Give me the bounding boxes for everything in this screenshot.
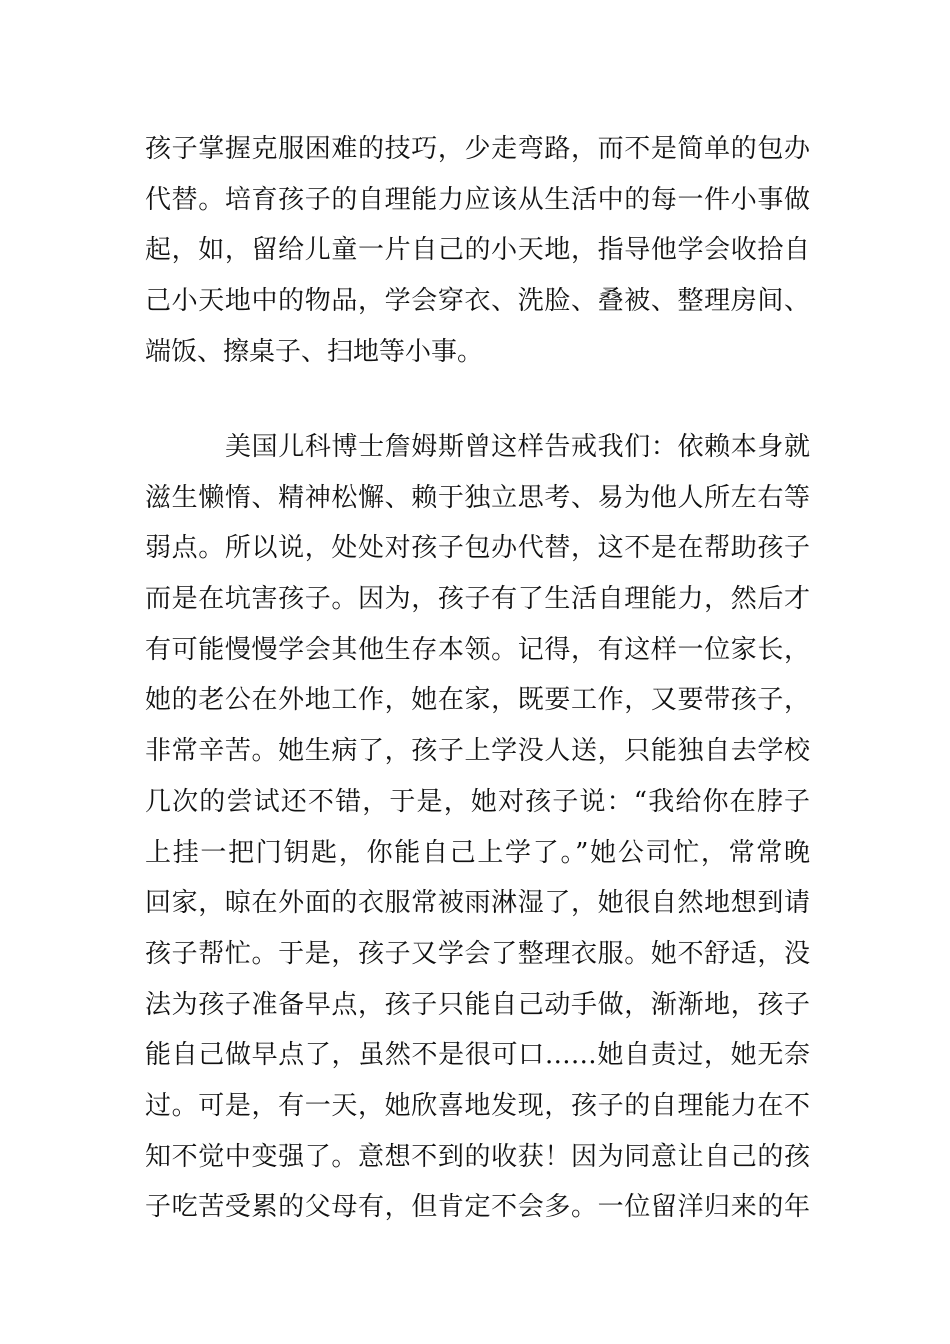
text-line: 端饭、擦桌子、扫地等小事。 <box>145 336 484 367</box>
text-line: 上挂一把门钥匙，你能自己上学了。”她公司忙，常常晚 <box>145 837 810 868</box>
text-line: 知不觉中变强了。意想不到的收获！因为同意让自己的孩 <box>145 1141 810 1172</box>
text-line: 子吃苦受累的父母有，但肯定不会多。一位留洋归来的年 <box>145 1192 810 1223</box>
text-line: 起，如，留给儿童一片自己的小天地，指导他学会收拾自 <box>145 235 810 266</box>
text-line: 有可能慢慢学会其他生存本领。记得，有这样一位家长， <box>145 634 810 665</box>
text-line: 而是在坑害孩子。因为，孩子有了生活自理能力，然后才 <box>145 584 810 615</box>
text-line: 她的老公在外地工作，她在家，既要工作，又要带孩子， <box>145 685 810 716</box>
text-line: 美国儿科博士詹姆斯曾这样告戒我们：依赖本身就 <box>225 432 810 462</box>
text-line: 法为孩子准备早点，孩子只能自己动手做，渐渐地，孩子 <box>145 989 810 1020</box>
text-line: 代替。培育孩子的自理能力应该从生活中的每一件小事做 <box>145 184 810 215</box>
text-line: 几次的尝试还不错，于是，她对孩子说：“我给你在脖子 <box>145 786 810 817</box>
text-line: 孩子帮忙。于是，孩子又学会了整理衣服。她不舒适，没 <box>145 938 810 969</box>
text-line: 己小天地中的物品，学会穿衣、洗脸、叠被、整理房间、 <box>145 286 810 317</box>
paragraph-2 <box>145 422 810 1233</box>
text-line: 过。可是，有一天，她欣喜地发现，孩子的自理能力在不 <box>145 1090 810 1121</box>
paragraph-1 <box>145 124 810 377</box>
text-line: 弱点。所以说，处处对孩子包办代替，这不是在帮助孩子 <box>145 533 810 564</box>
text-line: 滋生懒惰、精神松懈、赖于独立思考、易为他人所左右等 <box>145 482 810 513</box>
text-line: 孩子掌握克服困难的技巧，少走弯路，而不是简单的包办 <box>145 134 810 164</box>
text-line: 非常辛苦。她生病了，孩子上学没人送，只能独自去学校 <box>145 736 810 767</box>
text-line: 能自己做早点了，虽然不是很可口……她自责过，她无奈 <box>145 1040 810 1071</box>
text-line: 回家，晾在外面的衣服常被雨淋湿了，她很自然地想到请 <box>145 888 810 919</box>
